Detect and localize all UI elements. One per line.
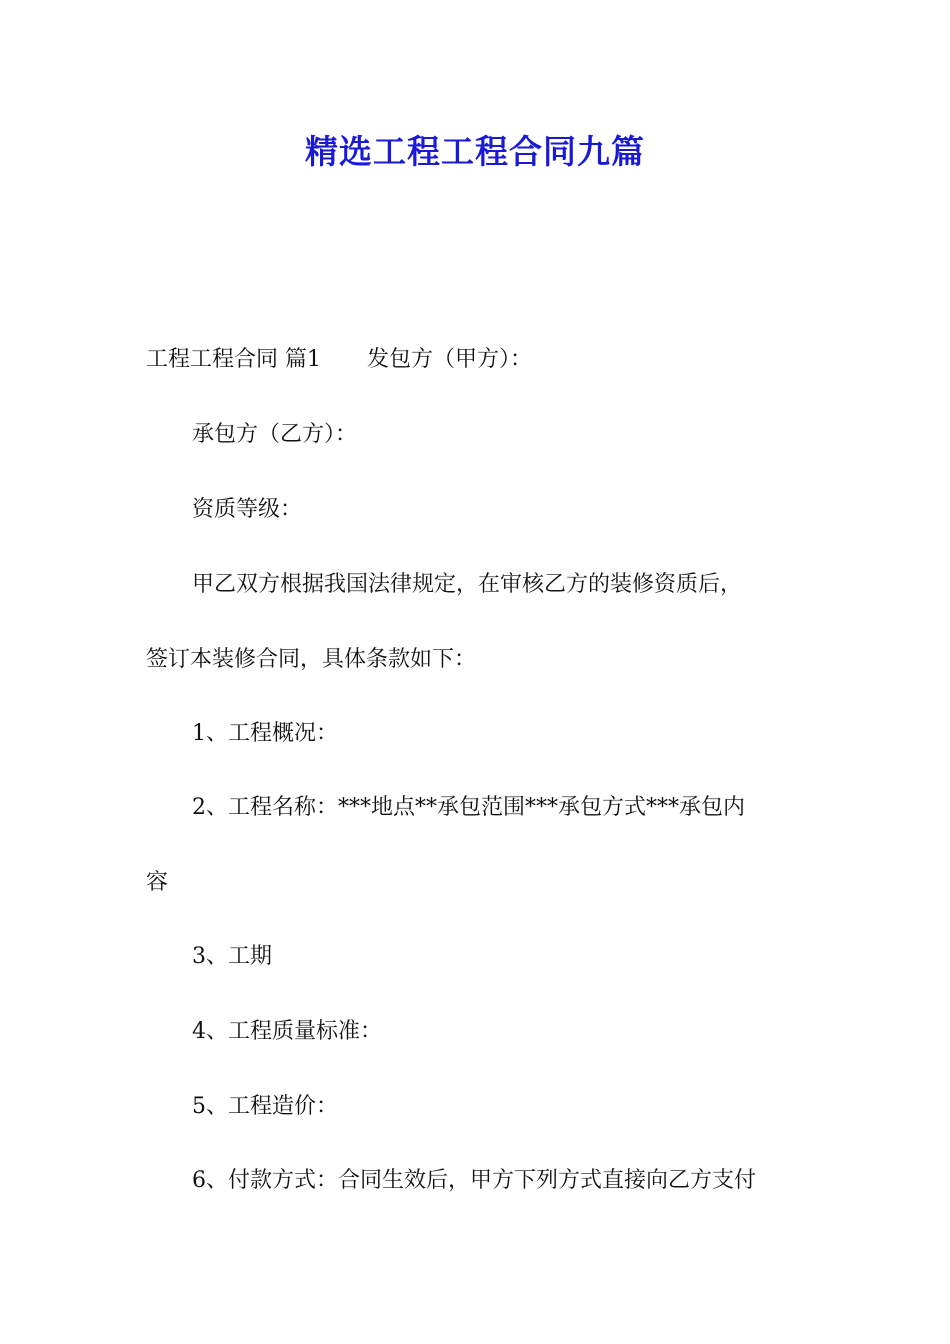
- clause-1: 1、工程概况：: [192, 721, 338, 746]
- clause-5: 5、工程造价：: [192, 1094, 338, 1119]
- preamble-line-2: 签订本装修合同，具体条款如下：: [146, 647, 477, 672]
- clause-2-line-2: 容: [146, 870, 169, 895]
- clause-3: 3、工期: [192, 944, 272, 969]
- qualification-level: 资质等级：: [192, 497, 303, 522]
- contract-heading: [146, 345, 532, 375]
- document-title: 精选工程工程合同九篇: [305, 132, 645, 171]
- preamble-line-1: 甲乙双方根据我国法律规定，在审核乙方的装修资质后，: [192, 572, 743, 597]
- clause-4: 4、工程质量标准：: [192, 1019, 382, 1044]
- contract-heading-label: 工程工程合同 篇1: [146, 347, 321, 372]
- clause-6: 6、付款方式：合同生效后，甲方下列方式直接向乙方支付: [192, 1168, 756, 1193]
- contract-party-a: 发包方（甲方）：: [367, 347, 533, 372]
- clause-2-line-1: 2、工程名称：***地点**承包范围***承包方式***承包内: [192, 795, 745, 820]
- contract-party-b: 承包方（乙方）：: [192, 422, 358, 447]
